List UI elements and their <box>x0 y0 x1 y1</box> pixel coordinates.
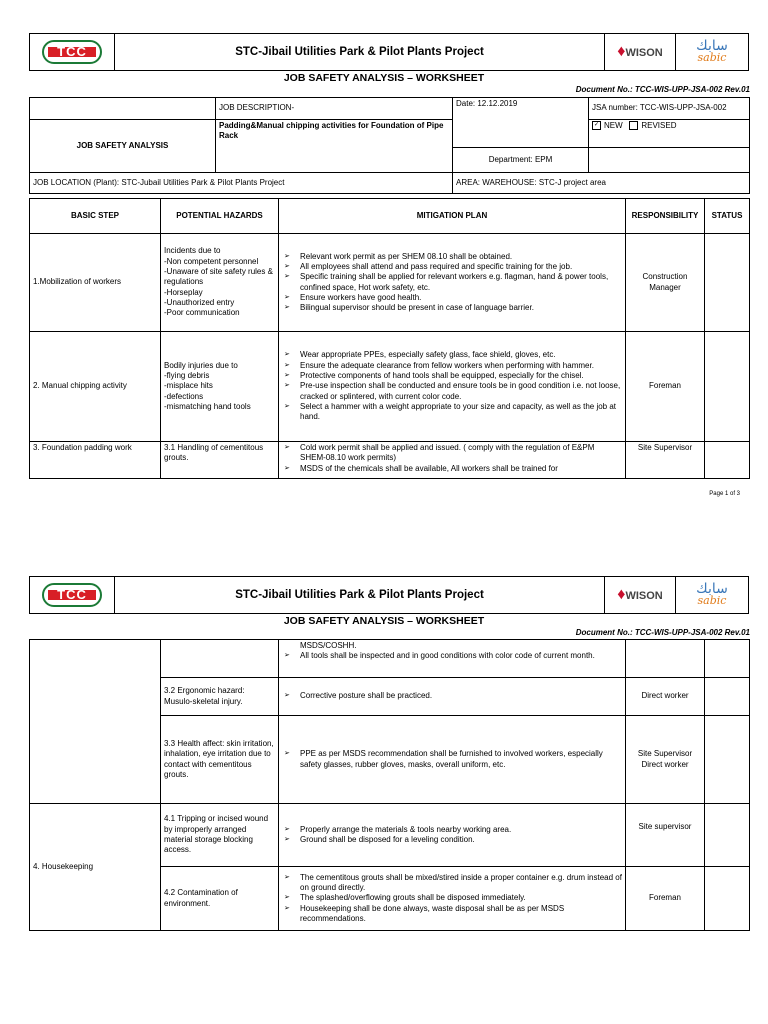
mitigation-plan: ➢ Relevant work permit as per SHEM 08.10 shall be obtained. ➢ All employees shall attend and pass required and specific training for the job. ➢ Specific training shall be applied for relevant workers e.g. flagman, hand & power tools, confined space, Hot work safety, etc. ➢ Ensure workers have good health. ➢ Bilingual supervisor should be present in case of language barrier. <box>279 234 626 332</box>
job-location: JOB LOCATION (Plant): STC-Jubail Utilities Park & Pilot Plants Project <box>30 173 453 194</box>
responsibility: Foreman <box>626 332 705 442</box>
table-row <box>30 804 750 867</box>
potential-hazards: 3.3 Health affect: skin irritation, inhalation, eye irritation due to contact with cementitous grouts. <box>161 716 279 804</box>
jsa-main-table-page1 <box>29 198 750 479</box>
jsa-number: JSA number: TCC-WIS-UPP-JSA-002 <box>589 98 750 120</box>
job-safety-analysis-label: JOB SAFETY ANALYSIS <box>30 120 216 173</box>
table-row <box>30 640 750 678</box>
tcc-logo: TCC <box>42 583 102 607</box>
tcc-logo: TCC <box>42 40 102 64</box>
status <box>705 804 750 867</box>
new-checkbox-checked-icon: ✓ <box>593 122 600 129</box>
worksheet-title: JOB SAFETY ANALYSIS – WORKSHEET <box>283 72 485 84</box>
mitigation-plan: ➢ Cold work permit shall be applied and issued. ( comply with the regulation of E&PM SHEM-08.10 work permits) ➢ MSDS of the chemicals shall be available, All workers shall be trained for <box>279 442 626 479</box>
jsa-info-table <box>29 97 750 194</box>
wison-logo: ♦WISON <box>605 34 676 71</box>
mitigation-plan: ➢ The cementitous grouts shall be mixed/stired inside a proper container e.g. drum instead of on ground directly. ➢ The splashed/overflowing grouts shall be disposed immediately. ➢ Housekeeping shall be done always, waste disposal shall be as per MSDS recommendations. <box>279 867 626 931</box>
col-responsibility: RESPONSIBILITY <box>626 199 705 234</box>
basic-step: 2. Manual chipping activity <box>30 332 161 442</box>
col-mitigation-plan: MITIGATION PLAN <box>279 199 626 234</box>
worksheet-title: JOB SAFETY ANALYSIS – WORKSHEET <box>283 615 485 627</box>
mitigation-plan: ➢ Corrective posture shall be practiced. <box>279 678 626 716</box>
page2-header <box>29 576 749 614</box>
project-title: STC-Jibail Utilities Park & Pilot Plants Project <box>115 34 605 71</box>
col-status: STATUS <box>705 199 750 234</box>
responsibility: Direct worker <box>626 678 705 716</box>
sabic-logo: سابك sabic <box>676 577 749 614</box>
responsibility: Site supervisor <box>626 804 705 867</box>
col-potential-hazards: POTENTIAL HAZARDS <box>161 199 279 234</box>
revised-checkbox-icon <box>629 121 638 130</box>
job-description-label: JOB DESCRIPTION- <box>216 98 453 120</box>
responsibility: Site Supervisor Direct worker <box>626 716 705 804</box>
status <box>705 678 750 716</box>
potential-hazards: 4.1 Tripping or incised wound by improperly arranged material storage blocking access. <box>161 804 279 867</box>
responsibility: Construction Manager <box>626 234 705 332</box>
new-revised-options: ✓ NEW REVISED <box>589 120 750 148</box>
area: AREA: WAREHOUSE: STC-J project area <box>453 173 750 194</box>
basic-step: 1.Mobilization of workers <box>30 234 161 332</box>
status <box>705 234 750 332</box>
document-number: Document No.: TCC-WIS-UPP-JSA-002 Rev.01 <box>575 85 750 94</box>
status <box>705 442 750 479</box>
jsa-main-table-page2 <box>29 639 750 931</box>
department: Department: EPM <box>453 148 589 173</box>
project-title: STC-Jibail Utilities Park & Pilot Plants Project <box>115 577 605 614</box>
potential-hazards: Bodily injuries due to -flying debris -misplace hits -defections -mismatching hand tools <box>161 332 279 442</box>
responsibility: Foreman <box>626 867 705 931</box>
mitigation-plan: ➢ Properly arrange the materials & tools nearby working area. ➢ Ground shall be disposed for a leveling condition. <box>279 804 626 867</box>
potential-hazards: 3.1 Handling of cementitous grouts. <box>161 442 279 479</box>
table-row <box>30 442 750 479</box>
job-description: Padding&Manual chipping activities for Foundation of Pipe Rack <box>216 120 453 173</box>
status <box>705 332 750 442</box>
status <box>705 716 750 804</box>
status <box>705 867 750 931</box>
basic-step: 3. Foundation padding work <box>30 442 161 479</box>
potential-hazards: 4.2 Contamination of environment. <box>161 867 279 931</box>
document-number: Document No.: TCC-WIS-UPP-JSA-002 Rev.01 <box>575 628 750 637</box>
table-row <box>30 332 750 442</box>
table-row <box>30 234 750 332</box>
wison-logo: ♦WISON <box>605 577 676 614</box>
sabic-logo: سابك sabic <box>676 34 749 71</box>
potential-hazards: Incidents due to -Non competent personnel -Unaware of site safety rules & regulations -Horseplay -Unauthorized entry -Poor communication <box>161 234 279 332</box>
tcc-logo-cell <box>30 34 115 71</box>
responsibility: Site Supervisor <box>626 442 705 479</box>
basic-step: 4. Housekeeping <box>30 804 161 931</box>
mitigation-plan: ➢ PPE as per MSDS recommendation shall be furnished to involved workers, especially safety glasses, rubber gloves, masks, overall uniform, etc. <box>279 716 626 804</box>
mitigation-plan: ➢ Wear appropriate PPEs, especially safety glass, face shield, gloves, etc. ➢ Ensure the adequate clearance from fellow workers when performing with hammer. ➢ Protective components of hand tools shall be equipped, especially for the chisel. ➢ Pre-use inspection shall be conducted and ensure tools be in good condition i.e. not loose, cracked or splintered, with current color code. ➢ Select a hammer with a weight appropriate to your size and capacity, as well as the job at hand. <box>279 332 626 442</box>
mitigation-plan: MSDS/COSHH. ➢ All tools shall be inspected and in good conditions with color code of current month. <box>279 640 626 678</box>
page1-header <box>29 33 749 71</box>
col-basic-step: BASIC STEP <box>30 199 161 234</box>
potential-hazards: 3.2 Ergonomic hazard: Musulo-skeletal injury. <box>161 678 279 716</box>
tcc-logo-cell <box>30 577 115 614</box>
page-number: Page 1 of 3 <box>709 491 740 497</box>
date: Date: 12.12.2019 <box>453 98 589 148</box>
